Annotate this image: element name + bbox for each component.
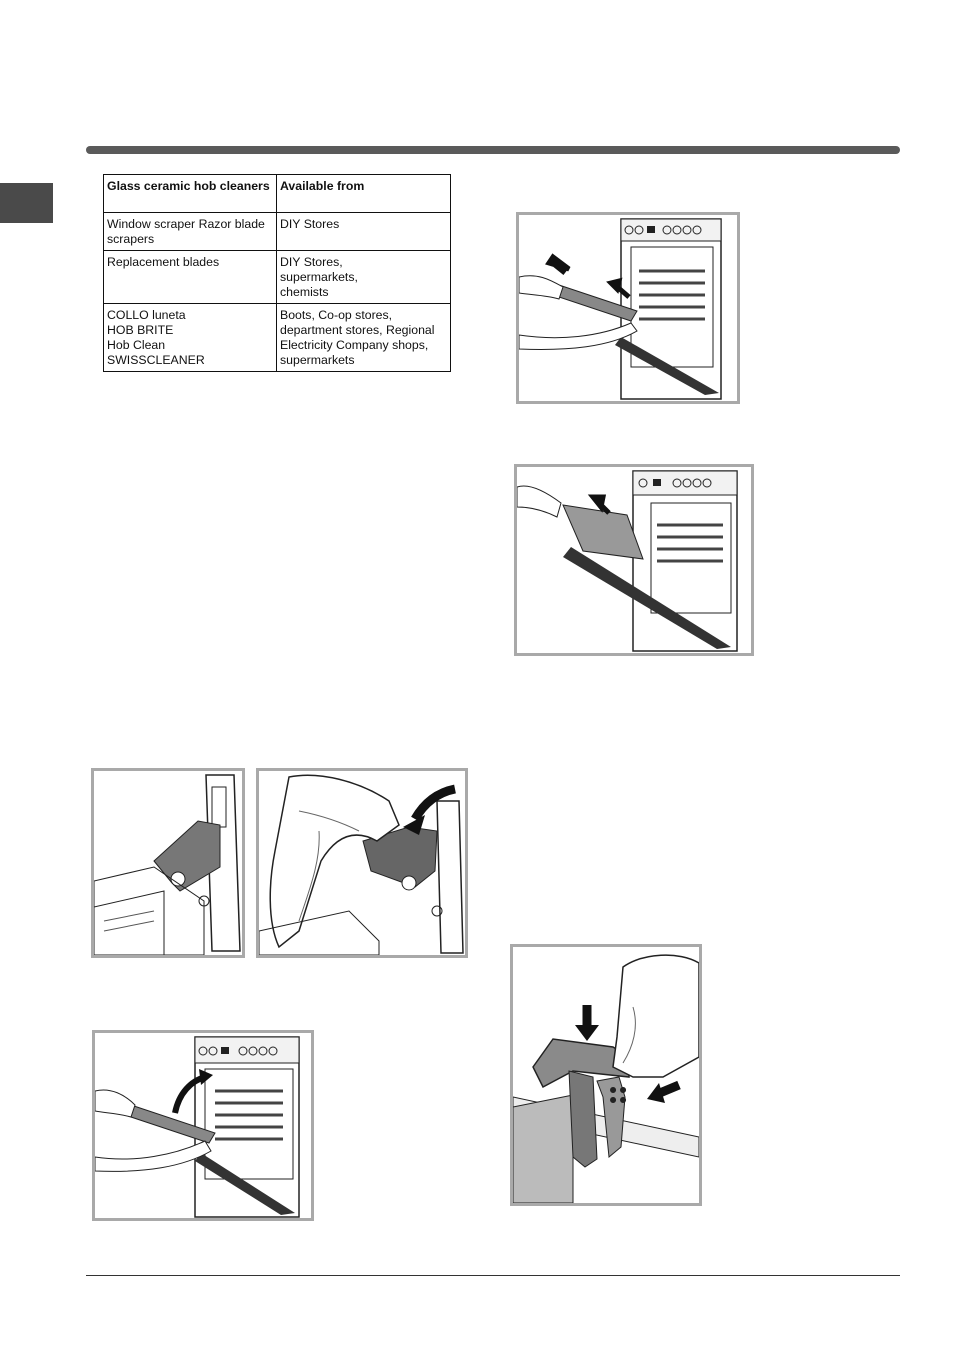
cell-available: DIY Stores — [277, 213, 451, 251]
cell-available: DIY Stores, supermarkets, chemists — [277, 251, 451, 304]
header-product: Glass ceramic hob cleaners — [104, 175, 277, 213]
hinge-illustration — [259, 771, 465, 955]
oven-illustration — [519, 215, 737, 401]
table-row — [104, 213, 451, 251]
table-header-row — [104, 175, 451, 213]
cell-product: COLLO luneta HOB BRITE Hob Clean SWISSCLEANER — [104, 304, 277, 372]
figure-door-clip — [510, 944, 702, 1206]
clip-illustration — [513, 947, 699, 1203]
header-rule — [86, 146, 900, 154]
header-available: Available from — [277, 175, 451, 213]
figure-door-tray-removal — [516, 212, 740, 404]
cleaners-table — [103, 174, 451, 372]
table-row — [104, 251, 451, 304]
figure-door-glass-removal — [514, 464, 754, 656]
figure-hinge-lever-press — [256, 768, 468, 958]
footer-rule — [86, 1275, 900, 1276]
hinge-illustration — [94, 771, 242, 955]
oven-illustration — [95, 1033, 311, 1218]
oven-illustration — [517, 467, 751, 653]
section-tab — [0, 183, 53, 223]
cell-product: Window scraper Razor blade scrapers — [104, 213, 277, 251]
figure-hinge-lever — [91, 768, 245, 958]
table-row — [104, 304, 451, 372]
figure-door-tray-insert — [92, 1030, 314, 1221]
cell-product: Replacement blades — [104, 251, 277, 304]
cell-available: Boots, Co-op stores, department stores, Regional Electricity Company shops, supermarkets — [277, 304, 451, 372]
